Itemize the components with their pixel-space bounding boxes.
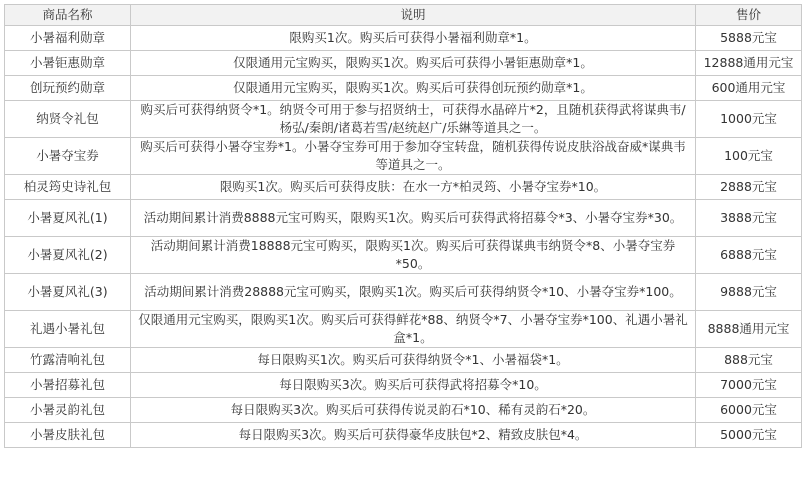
price-cell: 100元宝 [696,138,802,175]
product-name-cell: 小暑灵韵礼包 [5,398,131,423]
product-name-cell: 小暑招募礼包 [5,373,131,398]
product-name-cell: 小暑钜惠勋章 [5,51,131,76]
table-row [5,76,802,101]
price-cell: 888元宝 [696,348,802,373]
price-cell: 12888通用元宝 [696,51,802,76]
product-name-cell: 纳贤令礼包 [5,101,131,138]
price-cell: 3888元宝 [696,200,802,237]
description-cell: 限购买1次。购买后可获得小暑福利勋章*1。 [131,26,696,51]
table-row [5,398,802,423]
table-row [5,423,802,448]
table-row [5,274,802,311]
header-description: 说明 [131,5,696,26]
product-name-cell: 柏灵筠史诗礼包 [5,175,131,200]
description-cell: 购买后可获得纳贤令*1。纳贤令可用于参与招贤纳士，可获得水晶碎片*2，且随机获得武将谋典韦/杨弘/秦朗/诸葛若雪/赵统赵广/乐綝等道具之一。 [131,101,696,138]
price-cell: 7000元宝 [696,373,802,398]
table-row [5,348,802,373]
description-cell: 购买后可获得小暑夺宝券*1。小暑夺宝券可用于参加夺宝转盘，随机获得传说皮肤浴战奋威*谋典韦等道具之一。 [131,138,696,175]
product-table [4,4,802,448]
description-cell: 每日限购买3次。购买后可获得豪华皮肤包*2、精致皮肤包*4。 [131,423,696,448]
description-cell: 每日限购买3次。购买后可获得传说灵韵石*10、稀有灵韵石*20。 [131,398,696,423]
description-cell: 活动期间累计消费28888元宝可购买，限购买1次。购买后可获得纳贤令*10、小暑夺宝券*100。 [131,274,696,311]
product-name-cell: 小暑福利勋章 [5,26,131,51]
product-name-cell: 小暑夏风礼(3) [5,274,131,311]
price-cell: 2888元宝 [696,175,802,200]
description-cell: 仅限通用元宝购买，限购买1次。购买后可获得小暑钜惠勋章*1。 [131,51,696,76]
table-row [5,26,802,51]
description-cell: 每日限购买1次。购买后可获得纳贤令*1、小暑福袋*1。 [131,348,696,373]
table-row [5,373,802,398]
price-cell: 5888元宝 [696,26,802,51]
table-row [5,138,802,175]
table-row [5,175,802,200]
price-cell: 9888元宝 [696,274,802,311]
description-cell: 活动期间累计消费8888元宝可购买，限购买1次。购买后可获得武将招募令*3、小暑夺宝券*30。 [131,200,696,237]
table-row [5,101,802,138]
description-cell: 仅限通用元宝购买，限购买1次。购买后可获得鲜花*88、纳贤令*7、小暑夺宝券*100、礼遇小暑礼盒*1。 [131,311,696,348]
table-row [5,237,802,274]
product-name-cell: 小暑夏风礼(2) [5,237,131,274]
description-cell: 活动期间累计消费18888元宝可购买，限购买1次。购买后可获得谋典韦纳贤令*8、小暑夺宝券*50。 [131,237,696,274]
table-row [5,200,802,237]
price-cell: 1000元宝 [696,101,802,138]
product-name-cell: 小暑夺宝券 [5,138,131,175]
header-price: 售价 [696,5,802,26]
product-name-cell: 创玩预约勋章 [5,76,131,101]
product-name-cell: 礼遇小暑礼包 [5,311,131,348]
price-cell: 600通用元宝 [696,76,802,101]
price-cell: 5000元宝 [696,423,802,448]
product-name-cell: 小暑夏风礼(1) [5,200,131,237]
table-row [5,311,802,348]
description-cell: 限购买1次。购买后可获得皮肤：在水一方*柏灵筠、小暑夺宝券*10。 [131,175,696,200]
price-cell: 6000元宝 [696,398,802,423]
description-cell: 仅限通用元宝购买，限购买1次。购买后可获得创玩预约勋章*1。 [131,76,696,101]
table-row [5,51,802,76]
header-product-name: 商品名称 [5,5,131,26]
product-name-cell: 小暑皮肤礼包 [5,423,131,448]
product-name-cell: 竹露清响礼包 [5,348,131,373]
price-cell: 8888通用元宝 [696,311,802,348]
price-cell: 6888元宝 [696,237,802,274]
description-cell: 每日限购买3次。购买后可获得武将招募令*10。 [131,373,696,398]
product-table-container [4,4,801,448]
table-header-row [5,5,802,26]
